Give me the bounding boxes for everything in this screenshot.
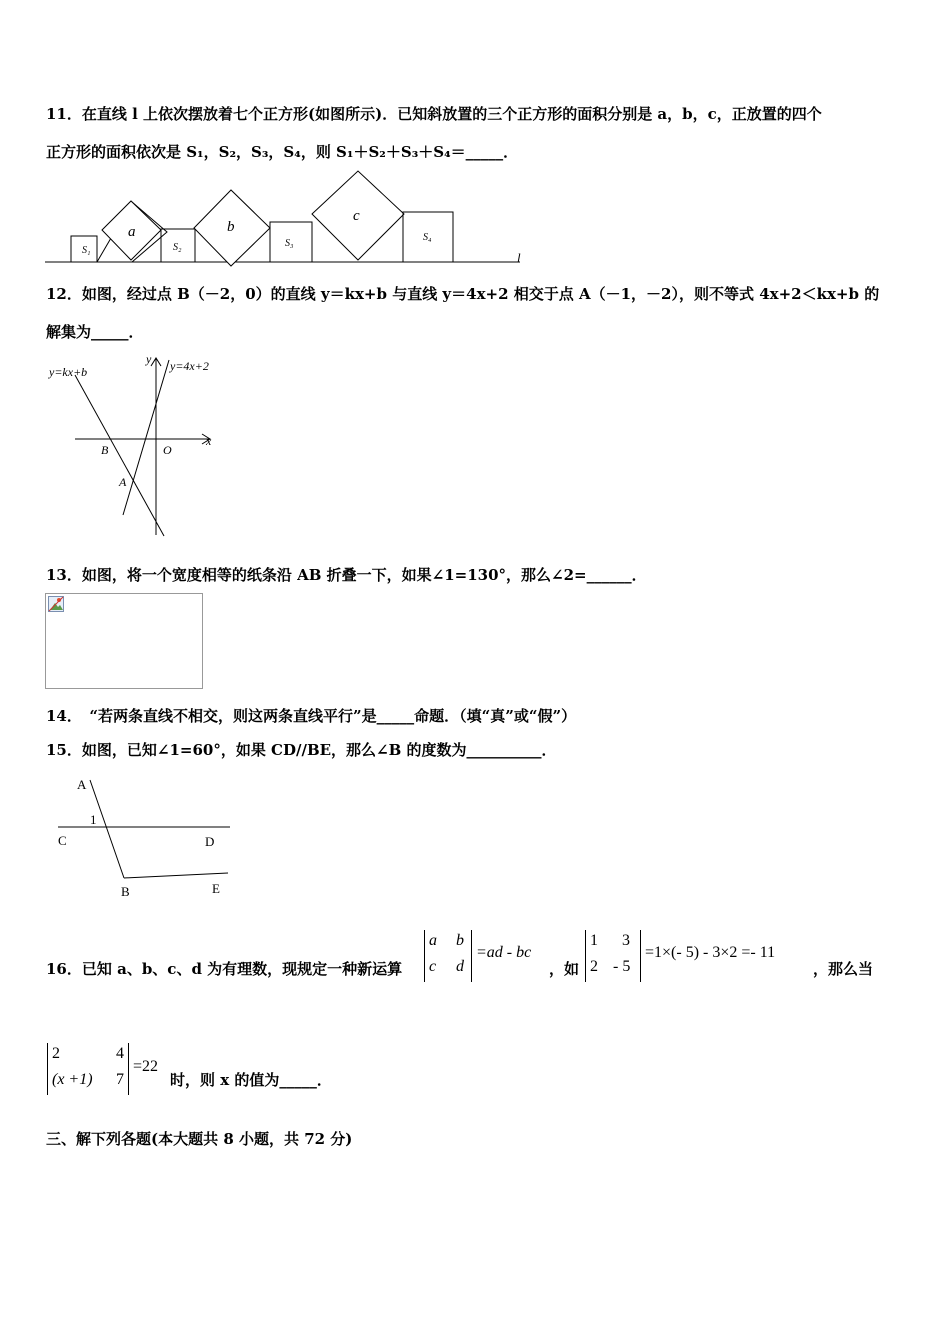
det1-a: a [429, 932, 437, 949]
section3-title: 三、解下列各题(本大题共 8 小题，共 72 分) [46, 1130, 353, 1148]
q16-suffix: ，那么当 [813, 960, 874, 978]
det3-b: 4 [116, 1045, 124, 1062]
line-kx-b [75, 375, 164, 536]
label-s2: S₂ [173, 242, 182, 253]
determinant-example [585, 930, 641, 982]
q16-tail: 时，则 x 的值为_____． [170, 1071, 332, 1089]
squares-figure [40, 168, 540, 268]
det2-d: - 5 [613, 958, 631, 975]
det1-c: c [429, 958, 437, 975]
q16-prefix: 16．已知 a、b、c、d 为有理数，现规定一种新运算 [46, 960, 403, 978]
broken-image-placeholder [45, 593, 203, 689]
label-l: l [517, 250, 521, 265]
label-s3: S₃ [285, 238, 294, 249]
q16-eq2: =1×(- 5) - 3×2 =- 11 [645, 944, 776, 961]
label-b: B [101, 443, 109, 457]
label-line1: y=kx+b [49, 365, 88, 379]
det2-a: 1 [590, 932, 598, 949]
q12-line1: 12．如图，经过点 B（－2，0）的直线 y＝kx+b 与直线 y＝4x+2 相交于点 A（－1，－2），则不等式 4x+2＜kx+b 的 [46, 285, 880, 303]
det1-b: b [456, 932, 464, 949]
label-x: x [206, 434, 212, 448]
lines-graph [45, 350, 235, 540]
line-be [124, 873, 228, 878]
label-y: y [146, 352, 152, 366]
determinant-x [47, 1043, 129, 1095]
q11-line1: 11．在直线 l 上依次摆放着七个正方形(如图所示)．已知斜放置的三个正方形的面积分别是 a，b，c，正放置的四个 [46, 105, 822, 123]
det2-c: 2 [590, 958, 598, 975]
det3-d: 7 [116, 1071, 124, 1088]
q13-line1: 13．如图，将一个宽度相等的纸条沿 AB 折叠一下，如果∠1=130°，那么∠2=______． [46, 566, 647, 584]
label-1: 1 [90, 812, 97, 827]
label-b: b [227, 219, 235, 235]
label-c: C [58, 833, 67, 848]
label-line2: y=4x+2 [170, 359, 209, 373]
label-e: E [212, 881, 220, 896]
line-4x-2 [123, 360, 169, 515]
q16-eq1: =ad - bc [476, 944, 532, 961]
parallel-lines-figure [50, 772, 240, 902]
transversal-ab [90, 780, 124, 878]
label-b: B [121, 884, 130, 899]
det1-d: d [456, 958, 464, 975]
q16-mid: ，如 [549, 960, 580, 978]
q11-line2: 正方形的面积依次是 S₁，S₂，S₃，S₄，则 S₁＋S₂＋S₃＋S₄＝_____． [46, 143, 519, 161]
label-c: c [353, 208, 360, 224]
q12-line2: 解集为_____． [46, 323, 144, 341]
broken-image-icon [48, 596, 64, 612]
q14-line1: 14． “若两条直线不相交，则这两条直线平行”是_____命题．（填“真”或“假”） [46, 707, 577, 725]
label-o: O [163, 443, 172, 457]
determinant-abcd [424, 930, 472, 982]
q15-line1: 15．如图，已知∠1=60°，如果 CD//BE，那么∠B 的度数为__________． [46, 741, 557, 759]
label-a: A [119, 475, 127, 489]
det2-b: 3 [622, 932, 630, 949]
label-d: D [205, 834, 215, 849]
label-s1: S₁ [82, 245, 91, 256]
label-s4: S₄ [423, 232, 432, 243]
det3-c: (x +1) [52, 1071, 93, 1088]
label-a: a [128, 224, 136, 240]
q16-eq3: =22 [133, 1058, 159, 1075]
det3-a: 2 [52, 1045, 60, 1062]
label-a: A [77, 777, 87, 792]
